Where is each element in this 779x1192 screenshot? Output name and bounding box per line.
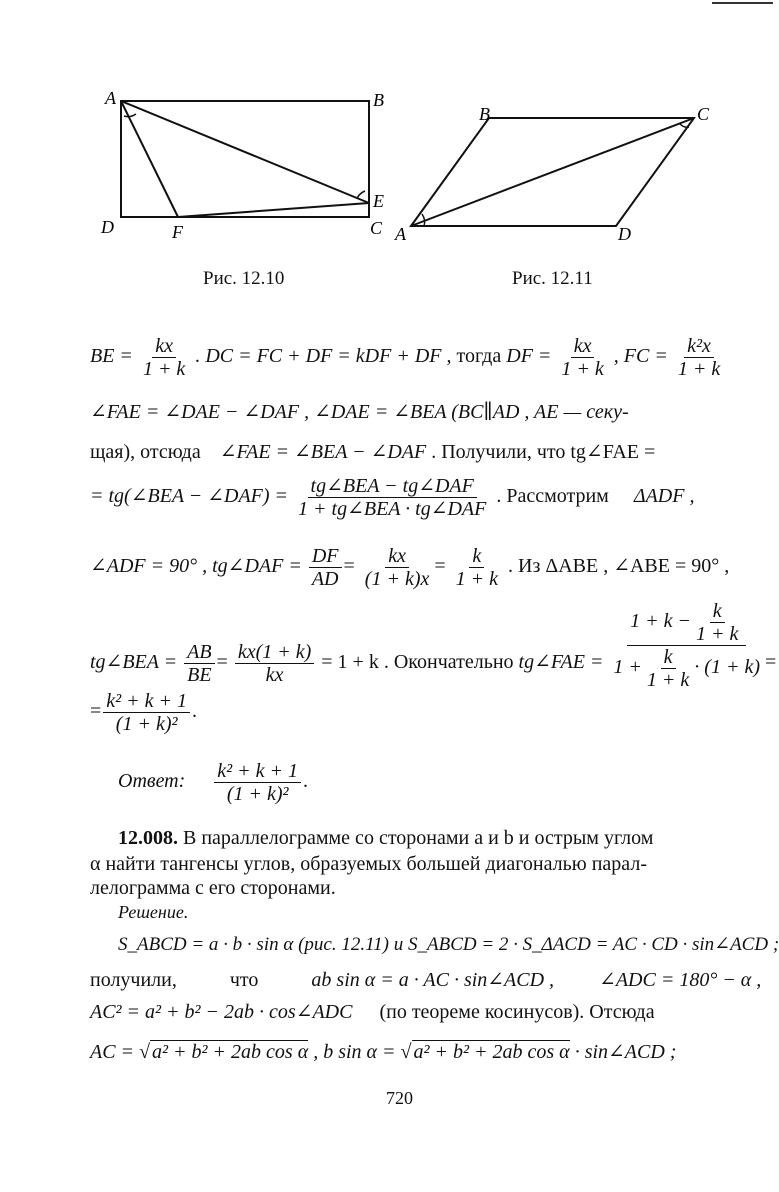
solution-line-6: tg∠BEA = $\frac{AB}{BE}$ = $\frac{kx(1 + k)}{kx}$ = 1 + k . Окончательно tg∠FAE = 1 + k − $\frac{k}{1 + k}$ 1 + $\frac{k}{1 + k}$ · (1 + k) = — [90, 600, 777, 691]
root-2: a² + b² + 2ab cos α — [413, 1041, 570, 1063]
obtained-line: получили, что ab sin α = a · AC · sin∠ACD , ∠ADC = 180° − α , — [90, 969, 762, 991]
angle-mark-a — [124, 114, 136, 117]
solution-line-1 — [90, 335, 725, 380]
segment-af — [121, 101, 178, 217]
solution-line-4: = tg(∠BEA − ∠DAF) = $\frac{\text{tg∠BEA − tg∠DAF}}{\text{1 + tg∠BEA · tg∠DAF}}$ . Рассмотрим ΔADF , — [90, 475, 695, 520]
ac-line: AC = √ a² + b² + 2ab cos α , b sin α = √ a² + b² + 2ab cos α · sin∠ACD ; — [90, 1041, 677, 1063]
fig10-label-d: D — [101, 217, 114, 237]
dc-expression: . DC = FC + DF = kDF + DF — [195, 345, 442, 368]
solution-label: Решение. — [118, 902, 189, 922]
diagonal-ac — [411, 118, 694, 226]
answer-line: Ответ: $\frac{\text{k² + k + 1}}{\text{(1 + k)²}}$ . — [118, 760, 309, 805]
segment-fe — [178, 203, 369, 217]
answer-label: Ответ: — [118, 770, 186, 793]
figure-12-10 — [96, 88, 396, 248]
df-fraction: $\frac{kx}{1 + k}$ — [561, 335, 604, 380]
fc-fraction: $\frac{\text{k²x}}{1 + k}$ — [677, 335, 721, 380]
cosine-line: AC² = a² + b² − 2ab · cos∠ADC (по теореме косинусов). Отсюда — [90, 1001, 655, 1023]
final-compound-fraction: 1 + k − $\frac{k}{1 + k}$ 1 + $\frac{k}{1 + k}$ · (1 + k) — [613, 600, 760, 691]
top-rule — [712, 2, 773, 4]
fig10-label-e: E — [373, 191, 384, 211]
root-1: a² + b² + 2ab cos α — [152, 1041, 309, 1063]
caption-fig-12-10: Рис. 12.10 — [203, 268, 285, 289]
df-lhs: DF = — [506, 345, 552, 368]
segment-ae — [121, 101, 369, 203]
fig11-label-a: A — [395, 224, 406, 244]
problem-number: 12.008. — [118, 827, 178, 849]
fig10-label-b: B — [373, 90, 384, 110]
fig10-label-a: A — [105, 88, 116, 108]
rectangle-abcd — [121, 101, 369, 217]
caption-fig-12-11: Рис. 12.11 — [512, 268, 593, 289]
fc-lhs: , FC = — [613, 345, 668, 368]
angle-mark-a — [422, 214, 425, 226]
solution-line-5: ∠ADF = 90° , tg∠DAF = $\frac{DF}{AD}$ = $\frac{kx}{(1 + k)x}$ = $\frac{k}{1 + k}$ . Из ΔABE , ∠ABE = 90° , — [90, 545, 730, 590]
solution-line-7: = $\frac{\text{k² + k + 1}}{\text{(1 + k)²}}$ . — [90, 690, 198, 735]
fig10-label-f: F — [172, 222, 183, 242]
fig11-label-b: B — [479, 104, 490, 124]
figure-12-11 — [390, 100, 720, 250]
tg-difference-fraction: $\frac{\text{tg∠BEA − tg∠DAF}}{\text{1 + tg∠BEA · tg∠DAF}}$ — [298, 475, 487, 520]
solution-line-2: ∠FAE = ∠DAE − ∠DAF , ∠DAE = ∠BEA (BC∥AD , AE — секу- — [90, 401, 629, 423]
fig10-label-c: C — [370, 218, 383, 238]
fig11-label-c: C — [697, 104, 710, 124]
problem-line-3: лелограмма с его сторонами. — [90, 877, 336, 899]
answer-fraction: $\frac{\text{k² + k + 1}}{\text{(1 + k)²}}$ — [214, 760, 301, 805]
problem-line-1: 12.008. В параллелограмме со сторонами a и b и острым углом — [118, 827, 654, 849]
page-number: 720 — [386, 1088, 413, 1108]
be-lhs: BE = — [90, 345, 133, 368]
solution-line-3: щая), отсюда ∠FAE = ∠BEA − ∠DAF . Получили, что tg∠FAE = — [90, 441, 656, 463]
then-word: , тогда — [446, 345, 502, 368]
be-fraction: $\frac{kx}{1 + k}$ — [142, 335, 186, 380]
area-line: S_ABCD = a · b · sin α (рис. 12.11) и S_ABCD = 2 · S_ΔACD = AC · CD · sin∠ACD ; — [118, 934, 779, 955]
problem-line-2: α найти тангенсы углов, образуемых большей диагональю парал- — [90, 853, 647, 875]
angle-mark-e — [357, 191, 365, 198]
fig11-label-d: D — [618, 224, 631, 244]
